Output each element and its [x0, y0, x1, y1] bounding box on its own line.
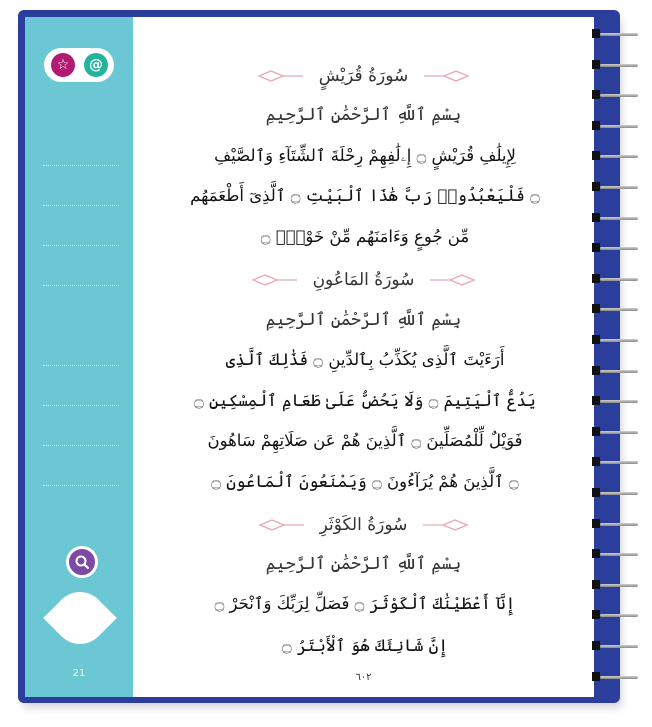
ring-hole	[592, 396, 600, 405]
page-number: 21	[72, 668, 86, 679]
sidebar-line	[43, 365, 119, 366]
verse-line: مِّن جُوعٍ وَءَامَنَهُم مِّنْ خَوْفٍۭ ۝	[260, 227, 470, 246]
ornament-left	[428, 274, 476, 286]
sidebar-line	[43, 205, 119, 206]
ornament-right	[258, 519, 306, 531]
ring-wire	[600, 278, 638, 281]
ring-wire	[600, 308, 638, 311]
ring-wire	[600, 125, 638, 128]
ring-hole	[592, 427, 600, 436]
spiral-ring	[586, 240, 640, 256]
spiral-ring	[586, 669, 640, 685]
spiral-ring	[586, 301, 640, 317]
ring-hole	[592, 213, 600, 222]
ornament-right	[257, 70, 305, 82]
spiral-ring	[586, 179, 640, 195]
ring-wire	[600, 33, 638, 36]
verse-line: فَوَيْلٌ لِّلْمُصَلِّينَ ۝ ٱلَّذِينَ هُمْ عَن صَلَاتِهِمْ سَاهُونَ	[207, 431, 523, 450]
spiral-ring	[586, 363, 640, 379]
verse-line: ۝ فَلْيَعْبُدُوا۟ رَبَّ هَٰذَا ٱلْبَيْتِ ۝ ٱلَّذِىٓ أَطْعَمَهُم	[190, 186, 540, 205]
verse-line: يَدُعُّ ٱلْيَتِيمَ ۝ وَلَا يَحُضُّ عَلَىٰ طَعَامِ ٱلْمِسْكِينِ ۝	[194, 391, 536, 410]
ornament-left	[421, 519, 469, 531]
ring-hole	[592, 335, 600, 344]
favorite-button[interactable]	[51, 53, 75, 77]
spiral-ring	[586, 87, 640, 103]
verse-line: لِإِيلَٰفِ قُرَيْشٍ ۝ إِۦلَٰفِهِمْ رِحْلَةَ ٱلشِّتَآءِ وَٱلصَّيْفِ	[214, 146, 516, 165]
ring-wire	[600, 247, 638, 250]
spiral-ring	[586, 210, 640, 226]
ring-hole	[592, 29, 600, 38]
ring-wire	[600, 370, 638, 373]
ring-wire	[600, 431, 638, 434]
ring-wire	[600, 339, 638, 342]
spiral-ring	[586, 638, 640, 654]
spiral-ring	[586, 393, 640, 409]
verse-line: أَرَءَيْتَ ٱلَّذِى يُكَذِّبُ بِٱلدِّينِ ۝ فَذَٰلِكَ ٱلَّذِى	[225, 350, 505, 369]
ornament-right	[251, 274, 299, 286]
verse-line: ۝ ٱلَّذِينَ هُمْ يُرَآءُونَ ۝ وَيَمْنَعُونَ ٱلْمَاعُونَ ۝	[211, 472, 519, 491]
star-icon: ☆	[56, 57, 70, 73]
ring-wire	[600, 614, 638, 617]
sidebar-line	[43, 445, 119, 446]
ornament-left	[422, 70, 470, 82]
ring-wire	[600, 461, 638, 464]
spiral-ring	[586, 485, 640, 501]
sidebar-line	[43, 245, 119, 246]
sidebar-line	[43, 165, 119, 166]
ring-hole	[592, 488, 600, 497]
ring-wire	[600, 64, 638, 67]
ring-hole	[592, 457, 600, 466]
spiral-ring	[586, 26, 640, 42]
basmala: بِسْمِ ٱللَّهِ ٱلرَّحْمَٰنِ ٱلرَّحِيمِ	[265, 310, 462, 330]
spiral-ring	[586, 546, 640, 562]
surah-header	[133, 62, 594, 90]
ring-hole	[592, 182, 600, 191]
spiral-ring	[586, 577, 640, 593]
ring-wire	[600, 186, 638, 189]
ring-hole	[592, 90, 600, 99]
verse-line: إِنَّ شَانِئَكَ هُوَ ٱلْأَبْتَرُ ۝	[281, 636, 448, 655]
ring-wire	[600, 94, 638, 97]
ring-wire	[600, 523, 638, 526]
search-button[interactable]	[66, 546, 98, 578]
surah-title: سُورَةُ قُرَيْشٍ	[318, 66, 409, 86]
spiral-ring	[586, 607, 640, 623]
at-icon: @	[89, 57, 103, 73]
spiral-ring	[586, 454, 640, 470]
verse-line: إِنَّآ أَعْطَيْنَٰكَ ٱلْكَوْثَرَ ۝ فَصَلِّ لِرَبِّكَ وَٱنْحَرْ ۝	[214, 594, 516, 613]
spiral-ring	[586, 118, 640, 134]
ring-wire	[600, 217, 638, 220]
search-icon	[74, 554, 90, 570]
spiral-ring	[586, 57, 640, 73]
spiral-ring	[586, 424, 640, 440]
surah-title: سُورَةُ المَاعُونِ	[312, 270, 415, 290]
ring-wire	[600, 400, 638, 403]
spiral-ring	[586, 271, 640, 287]
spiral-ring	[586, 516, 640, 532]
ring-hole	[592, 610, 600, 619]
surah-title: سُورَةُ الكَوْثَرِ	[319, 515, 408, 535]
spiral-ring	[586, 332, 640, 348]
spiral-ring	[586, 148, 640, 164]
page-footer-number: ٦٠٢	[355, 672, 372, 683]
ring-wire	[600, 492, 638, 495]
basmala: بِسْمِ ٱللَّهِ ٱلرَّحْمَٰنِ ٱلرَّحِيمِ	[265, 554, 462, 574]
ring-wire	[600, 676, 638, 679]
ring-hole	[592, 641, 600, 650]
ring-wire	[600, 155, 638, 158]
sidebar-line	[43, 485, 119, 486]
ring-hole	[592, 243, 600, 252]
basmala: بِسْمِ ٱللَّهِ ٱلرَّحْمَٰنِ ٱلرَّحِيمِ	[265, 105, 462, 125]
ring-hole	[592, 580, 600, 589]
surah-header	[133, 266, 594, 294]
ring-hole	[592, 366, 600, 375]
surah-header	[133, 511, 594, 539]
ring-hole	[592, 151, 600, 160]
sidebar-line	[43, 285, 119, 286]
ring-wire	[600, 584, 638, 587]
ring-wire	[600, 645, 638, 648]
contact-button[interactable]	[84, 53, 108, 77]
sidebar-line	[43, 405, 119, 406]
ring-wire	[600, 553, 638, 556]
